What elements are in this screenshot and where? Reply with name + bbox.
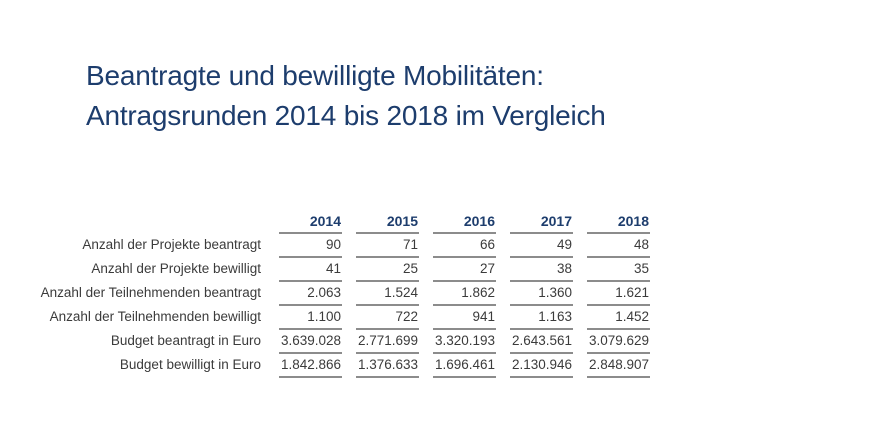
value-cell: 2.771.699 — [356, 330, 419, 354]
value-cell: 66 — [433, 234, 496, 258]
value-cell: 41 — [279, 258, 342, 282]
page-title-line-2: Antragsrunden 2014 bis 2018 im Vergleich — [86, 100, 606, 131]
table-row — [41, 282, 650, 306]
value-cell: 1.862 — [433, 282, 496, 306]
value-cell: 3.639.028 — [279, 330, 342, 354]
row-label: Anzahl der Teilnehmenden bewilligt — [49, 309, 261, 324]
value-cell: 941 — [433, 306, 496, 330]
value-cell: 1.100 — [279, 306, 342, 330]
table-row — [41, 234, 650, 258]
empty-corner-cell — [41, 213, 265, 234]
year-column-header: 2015 — [356, 213, 419, 234]
row-label: Anzahl der Projekte bewilligt — [91, 261, 261, 276]
table-row — [41, 306, 650, 330]
table-row — [41, 258, 650, 282]
value-cell: 90 — [279, 234, 342, 258]
table-row — [41, 354, 650, 378]
value-cell: 2.063 — [279, 282, 342, 306]
value-cell: 25 — [356, 258, 419, 282]
value-cell: 2.130.946 — [510, 354, 573, 378]
value-cell: 722 — [356, 306, 419, 330]
value-cell: 49 — [510, 234, 573, 258]
value-cell: 2.643.561 — [510, 330, 573, 354]
value-cell: 1.524 — [356, 282, 419, 306]
row-label: Anzahl der Projekte beantragt — [82, 237, 261, 252]
value-cell: 2.848.907 — [587, 354, 650, 378]
year-column-header: 2014 — [279, 213, 342, 234]
value-cell: 27 — [433, 258, 496, 282]
table-body — [41, 234, 650, 378]
value-cell: 1.163 — [510, 306, 573, 330]
mobility-data-table — [27, 213, 664, 378]
value-cell: 3.320.193 — [433, 330, 496, 354]
value-cell: 1.842.866 — [279, 354, 342, 378]
row-label: Budget bewilligt in Euro — [119, 357, 261, 372]
value-cell: 48 — [587, 234, 650, 258]
row-label: Anzahl der Teilnehmenden beantragt — [40, 285, 261, 300]
year-column-header: 2017 — [510, 213, 573, 234]
value-cell: 1.621 — [587, 282, 650, 306]
value-cell: 71 — [356, 234, 419, 258]
value-cell: 1.696.461 — [433, 354, 496, 378]
value-cell: 35 — [587, 258, 650, 282]
year-header-row — [41, 213, 650, 234]
value-cell: 38 — [510, 258, 573, 282]
value-cell: 1.360 — [510, 282, 573, 306]
value-cell: 1.452 — [587, 306, 650, 330]
year-column-header: 2018 — [587, 213, 650, 234]
table-row — [41, 330, 650, 354]
row-label: Budget beantragt in Euro — [110, 333, 261, 348]
page-title — [86, 56, 606, 136]
value-cell: 3.079.629 — [587, 330, 650, 354]
value-cell: 1.376.633 — [356, 354, 419, 378]
year-column-header: 2016 — [433, 213, 496, 234]
mobility-table-container — [27, 213, 664, 378]
page-title-line-1: Beantragte und bewilligte Mobilitäten: — [86, 60, 544, 91]
